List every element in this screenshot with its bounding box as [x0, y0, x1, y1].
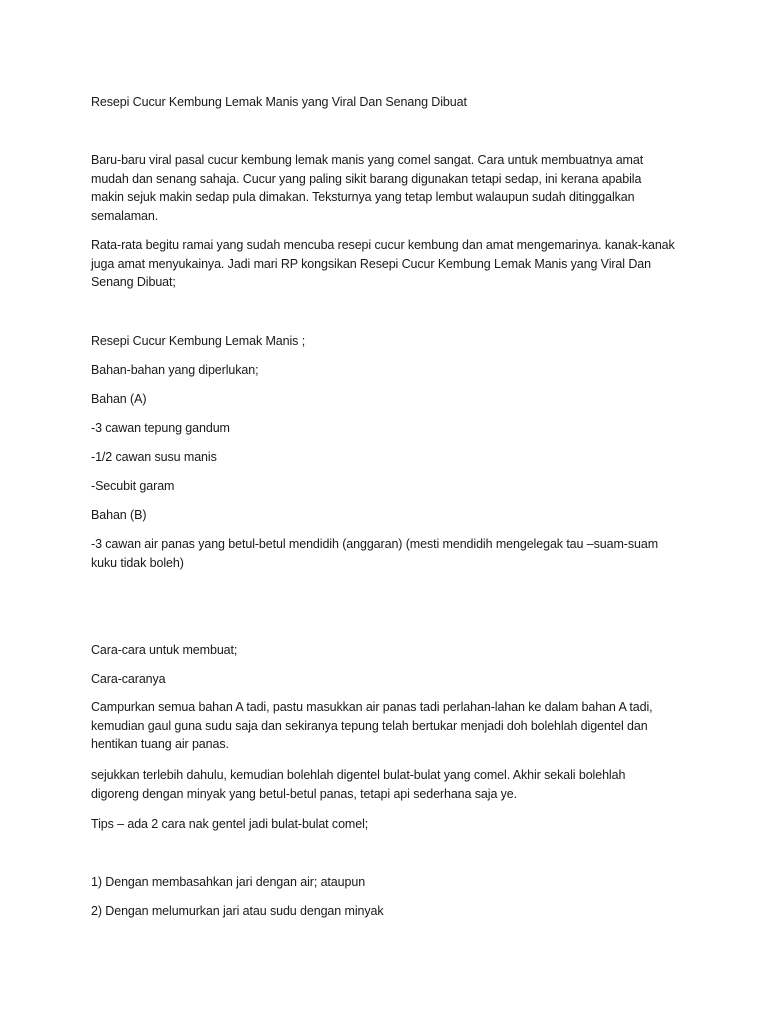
ingredient-item: -Secubit garam	[91, 479, 175, 493]
ingredient-item: -3 cawan tepung gandum	[91, 421, 230, 435]
tip-item: 2) Dengan melumurkan jari atau sudu dengan minyak	[91, 904, 384, 918]
ingredient-item: -3 cawan air panas yang betul-betul mendidih (anggaran) (mesti mendidih mengelegak tau –suam-suam kuku tidak boleh)	[91, 537, 659, 570]
ingredient-item: -1/2 cawan susu manis	[91, 450, 217, 464]
method-step: Campurkan semua bahan A tadi, pastu masukkan air panas tadi perlahan-lahan ke dalam bahan A tadi, kemudian gaul guna sudu saja dan sekiranya tepung telah bertukar menjadi doh bolehlah digentel dan hentikan tuang air panas.	[91, 700, 653, 751]
ingredient-group-b-label: Bahan (B)	[91, 508, 147, 522]
tip-item: 1) Dengan membasahkan jari dengan air; ataupun	[91, 875, 366, 889]
recipe-heading: Resepi Cucur Kembung Lemak Manis ;	[91, 334, 306, 348]
document-title: Resepi Cucur Kembung Lemak Manis yang Viral Dan Senang Dibuat	[91, 95, 467, 109]
tips-heading: Tips – ada 2 cara nak gentel jadi bulat-bulat comel;	[91, 817, 369, 831]
ingredients-heading: Bahan-bahan yang diperlukan;	[91, 363, 259, 377]
method-heading: Cara-cara untuk membuat;	[91, 643, 238, 657]
method-subheading: Cara-caranya	[91, 672, 166, 686]
method-step: sejukkan terlebih dahulu, kemudian bolehlah digentel bulat-bulat yang comel. Akhir sekali bolehlah digoreng dengan minyak yang betul-betul panas, tetapi api sederhana saja ye.	[91, 768, 626, 801]
ingredient-group-a-label: Bahan (A)	[91, 392, 147, 406]
intro-paragraph-1: Baru-baru viral pasal cucur kembung lemak manis yang comel sangat. Cara untuk membuatnya amat mudah dan senang sahaja. Cucur yang paling sikit barang digunakan tetapi sedap, ini kerana apabila makin sejuk makin sedap pula dimakan. Teksturnya yang tetap lembut walaupun sudah ditinggalkan semalaman.	[91, 153, 644, 223]
intro-paragraph-2: Rata-rata begitu ramai yang sudah mencuba resepi cucur kembung dan amat mengemarinya. kanak-kanak juga amat menyukainya. Jadi mari RP kongsikan Resepi Cucur Kembung Lemak Manis yang Viral Dan Senang Dibuat;	[91, 238, 675, 289]
